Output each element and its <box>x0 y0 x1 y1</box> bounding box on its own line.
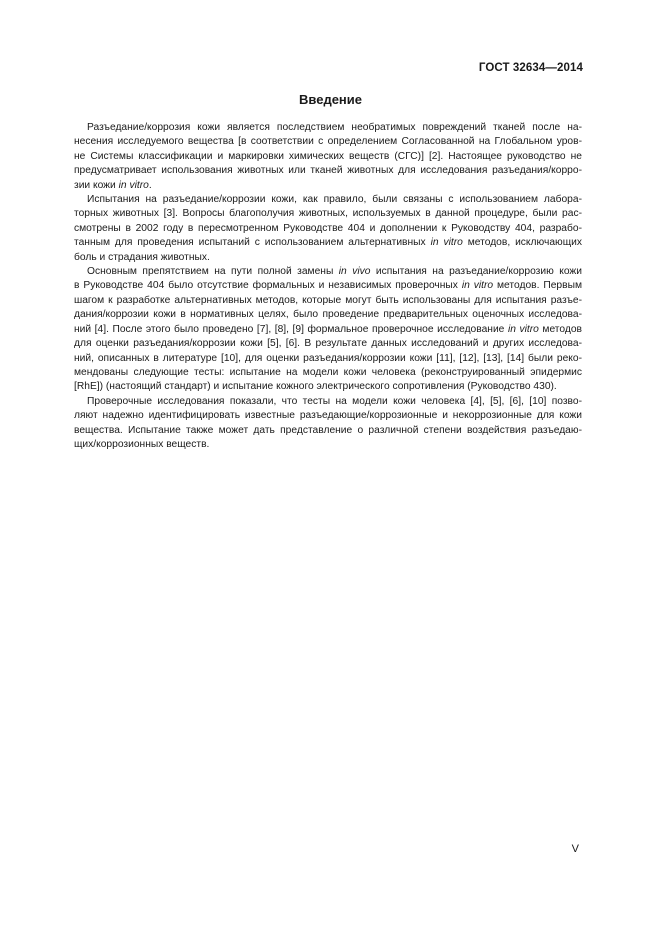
text-line: предусматривает использования животных или тканей животных для исследования разъедания/корро- <box>74 165 582 177</box>
text-line: вещества. Испытание также может дать представление о различной степени воздействия разъедаю- <box>74 424 582 436</box>
document-standard-code: ГОСТ 32634—2014 <box>478 62 583 74</box>
text-line: ляют надежно идентифицировать известные разъедающие/коррозионные и некоррозионные для кожи <box>74 410 582 422</box>
text-line: Основным препятствием на пути полной замены in vivo испытания на разъедание/коррозию кожи <box>87 266 582 278</box>
text-line: не Системы классификации и маркировки химических веществ (СГС)] [2]. Настоящее руководство не <box>74 150 582 162</box>
text-line: торных животных [3]. Вопросы благополучия животных, используемых в данной процедуре, были рас- <box>74 208 582 220</box>
text-line: ний [4]. После этого было проведено [7], [8], [9] формальное проверочное исследование in vitro методов <box>74 323 582 335</box>
text-line: шагом к разработке альтернативных методов, которые могут быть использованы для испытания разъе- <box>74 294 582 306</box>
text-line: несения исследуемого вещества [в соответствии с определением Согласованной на Глобальном уров- <box>74 136 582 148</box>
text-line: для оценки разъедания/коррозии кожи [5], [6]. В результате данных исследований и других исследова- <box>74 338 582 350</box>
text-line: в Руководстве 404 было отсутствие формальных и независимых проверочных in vitro методов. Первым <box>74 280 582 292</box>
text-line: Проверочные исследования показали, что тесты на модели кожи человека [4], [5], [6], [10] позво- <box>87 395 582 407</box>
page-number: V <box>571 843 579 855</box>
text-line: Разъедание/коррозия кожи является последствием необратимых повреждений тканей после на- <box>87 122 582 133</box>
text-line: танным для проведения испытаний с использованием альтернативных in vitro методов, исключающих <box>74 237 582 249</box>
text-line: Испытания на разъедание/коррозии кожи, как правило, были связаны с использованием лабора- <box>87 194 582 206</box>
text-line: зии кожи in vitro. <box>74 179 152 191</box>
text-line: смотрены в 2002 году в пересмотренном Руководстве 404 и дополнении к Руководству 404, разрабо- <box>74 222 582 234</box>
text-line: ний, описанных в литературе [10], для оценки разъедания/коррозии кожи [11], [12], [13], [14] были реко- <box>74 352 582 364</box>
text-line: боль и страдания животных. <box>74 251 210 263</box>
text-line: мендованы следующие тесты: испытание на модели кожи человека (реконструированный эпидермис <box>74 366 582 378</box>
text-line: [RhE]) (настоящий стандарт) и испытание кожного электрического сопротивления (Руководство 430). <box>74 381 557 393</box>
text-line: щих/коррозионных веществ. <box>74 438 210 450</box>
section-title: Введение <box>299 92 362 107</box>
text-line: дания/коррозии кожи в нормативных целях, было проведение предварительных оценочных исследова- <box>74 309 582 321</box>
body-text <box>74 121 582 452</box>
